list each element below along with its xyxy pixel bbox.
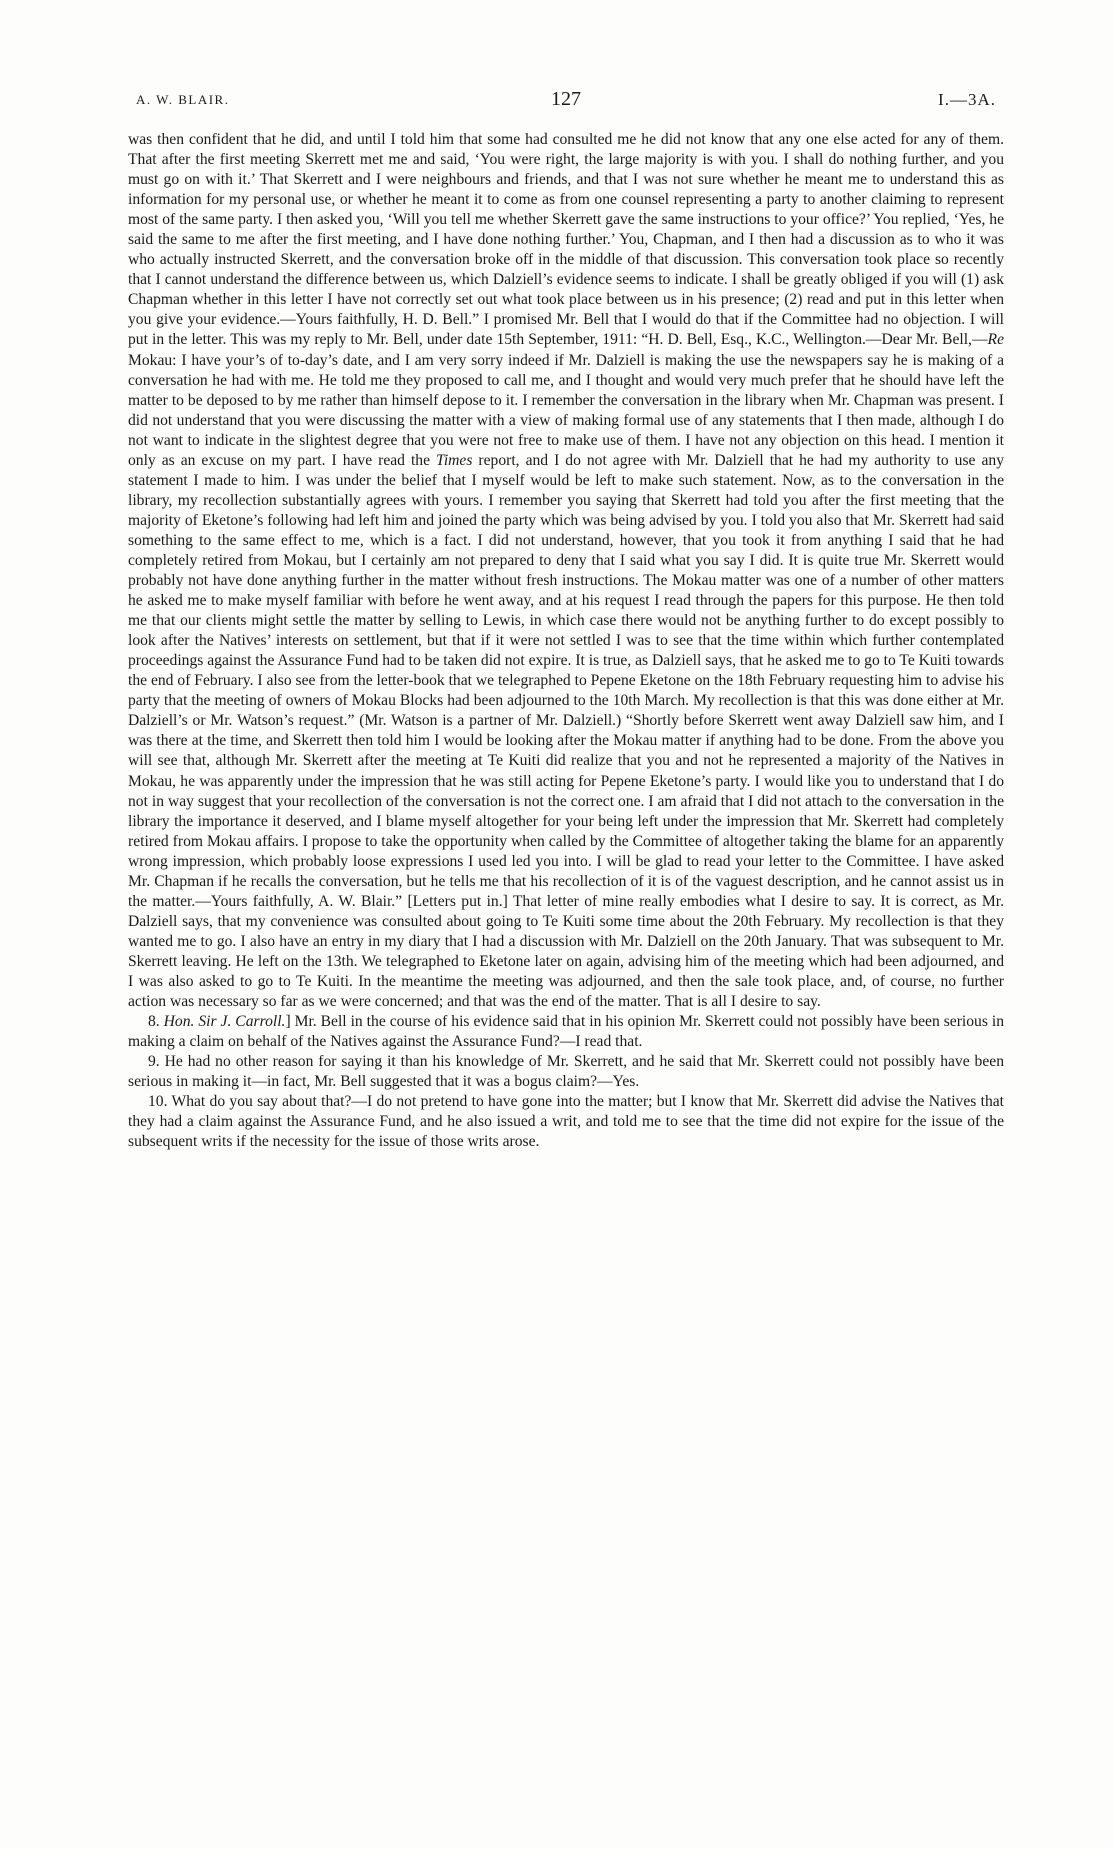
- text-run: 9. He had no other reason for saying it than his knowledge of Mr. Skerrett, and he said that Mr. Skerrett could not possibly have been serious in making it—in fact, Mr. Bell suggested that it was a bogus claim?—Yes.: [128, 1053, 1004, 1091]
- paragraph-9: [128, 1052, 1004, 1092]
- paragraph-number: 8.: [148, 1013, 164, 1031]
- text-run-italic: Times: [436, 451, 473, 469]
- page-header: [136, 88, 996, 114]
- page-body: [128, 130, 1004, 1152]
- text-run: Mokau: I have your’s of to-day’s date, and I am very sorry indeed if Mr. Dalziell is making the use the newspapers say he is making of a conversation he had with me. He told me they proposed to call me, and I thought and would very much prefer that he should have left the matter to be deposed to by me rather than himself depose to it. I remember the conversation in the library when Mr. Chapman was present. I did not understand that you were discussing the matter with a view of making formal use of any statements that I then made, although I do not want to indicate in the slightest degree that you were not free to make use of them. I have not any objection on this head. I mention it only as an excuse on my part. I have read the: [128, 351, 1004, 469]
- text-run: was then confident that he did, and until I told him that some had consulted me he did not know that any one else acted for any of them. That after the first meeting Skerrett met me and said, ‘You were right, the large majority is with you. I shall do nothing further, and you must go on with it.’ That Skerrett and I were neighbours and friends, and that I was not sure whether he meant me to understand this as information for my personal use, or whether he meant it to come as from one counsel representing a party to another claiming to represent most of the same party. I then asked you, ‘Will you tell me whether Skerrett gave the same instructions to your office?’ You replied, ‘Yes, he said the same to me after the first meeting, and I have done nothing further.’ You, Chapman, and I then had a discussion as to who it was who actually instructed Skerrett, and the conversation broke off in the middle of that discussion. This conversation took place so recently that I cannot understand the difference between us, which Dalziell’s evidence seems to indicate. I shall be greatly obliged if you will (1) ask Chapman whether in this letter I have not correctly set out what took place between us in his presence; (2) read and put in this letter when you give your evidence.—Yours faithfully, H. D. Bell.” I promised Mr. Bell that I would do that if the Committee had no objection. I will put in the letter. This was my reply to Mr. Bell, under date 15th September, 1911: “H. D. Bell, Esq., K.C., Wellington.—Dear Mr. Bell,—: [128, 131, 1004, 349]
- paragraph-10: [128, 1092, 1004, 1152]
- paragraph-continued-letter: [128, 130, 1004, 1012]
- text-run: ] Mr. Bell in the course of his evidence said that in his opinion Mr. Skerrett could not possibly have been serious in making a claim on behalf of the Natives against the Assurance Fund?—I read that.: [128, 1013, 1004, 1051]
- text-run: 10. What do you say about that?—I do not pretend to have gone into the matter; but I know that Mr. Skerrett did advise the Natives that they had a claim against the Assurance Fund, and he also issued a writ, and told me to see that the time did not expire for the issue of the subsequent writs if the necessity for the issue of those writs arose.: [128, 1093, 1004, 1151]
- header-witness-name: A. W. BLAIR.: [136, 92, 230, 107]
- text-run: report, and I do not agree with Mr. Dalziell that he had my authority to use any statement I made to him. I was under the belief that I myself would be left to make such statement. Now, as to the conversation in the library, my recollection substantially agrees with yours. I remember you saying that Skerrett had told you after the first meeting that the majority of Eketone’s following had left him and joined the party which was being advised by you. I told you also that Mr. Skerrett had said something to the same effect to me, which is a fact. I did not understand, however, that you took it from anything I said that he had completely retired from Mokau, but I certainly am not prepared to deny that I said what you say I did. It is quite true Mr. Skerrett would probably not have done anything further in the matter without fresh instructions. The Mokau matter was one of a number of other matters he asked me to make myself familiar with before he went away, and at his request I read through the papers for this purpose. He then told me that our clients might settle the matter by selling to Lewis, in which case there would not be anything further to do except possibly to look after the Natives’ interests on settlement, but that if it were not settled I was to see that the time within which further contemplated proceedings against the Assurance Fund had to be taken did not expire. It is true, as Dalziell says, that he asked me to go to Te Kuiti towards the end of February. I also see from the letter-book that we telegraphed to Pepene Eketone on the 18th February requesting him to advise his party that the meeting of owners of Mokau Blocks had been adjourned to the 10th March. My recollection is that this was done either at Mr. Dalziell’s or Mr. Watson’s request.” (Mr. Watson is a partner of Mr. Dalziell.) “Shortly before Skerrett went away Dalziell saw him, and I was there at the time, and Skerrett then told him I would be looking after the Mokau matter if anything had to be done. From the above you will see that, although Mr. Skerrett after the meeting at Te Kuiti did realize that you and not he represented a majority of the Natives in Mokau, he was apparently under the impression that he was still acting for Pepene Eketone’s party. I would like you to understand that I do not in way suggest that your recollection of the conversation is not the correct one. I am afraid that I did not attach to the conversation in the library the importance it deserved, and I blame myself altogether for your being left under the impression that Mr. Skerrett had completely retired from Mokau affairs. I propose to take the opportunity when called by the Committee of altogether taking the blame for an apparently wrong impression, which probably loose expressions I used led you into. I will be glad to read your letter to the Committee. I have asked Mr. Chapman if he recalls the conversation, but he tells me that his recollection of it is of the vaguest description, and he cannot assist us in the matter.—Yours faithfully, A. W. Blair.” [Letters put in.] That letter of mine really embodies what I desire to say. It is correct, as Mr. Dalziell says, that my convenience was consulted about going to Te Kuiti some time about the 20th February. My recollection is that they wanted me to go. I also have an entry in my diary that I had a discussion with Mr. Dalziell on the 20th January. That was subsequent to Mr. Skerrett leaving. He left on the 13th. We telegraphed to Eketone later on again, advising him of the meeting which had been adjourned, and I was also asked to go to Te Kuiti. In the meantime the meeting was adjourned, and then the sale took place, and, of course, no further action was necessary so far as we were concerned; and that was the end of the matter. That is all I desire to say.: [128, 451, 1004, 1011]
- speaker-name: Hon. Sir J. Carroll.: [163, 1013, 286, 1031]
- text-run-italic: Re: [987, 331, 1004, 349]
- document-reference: I.—3A.: [938, 90, 996, 109]
- paragraph-8: [128, 1012, 1004, 1052]
- page-number: 127: [551, 88, 581, 110]
